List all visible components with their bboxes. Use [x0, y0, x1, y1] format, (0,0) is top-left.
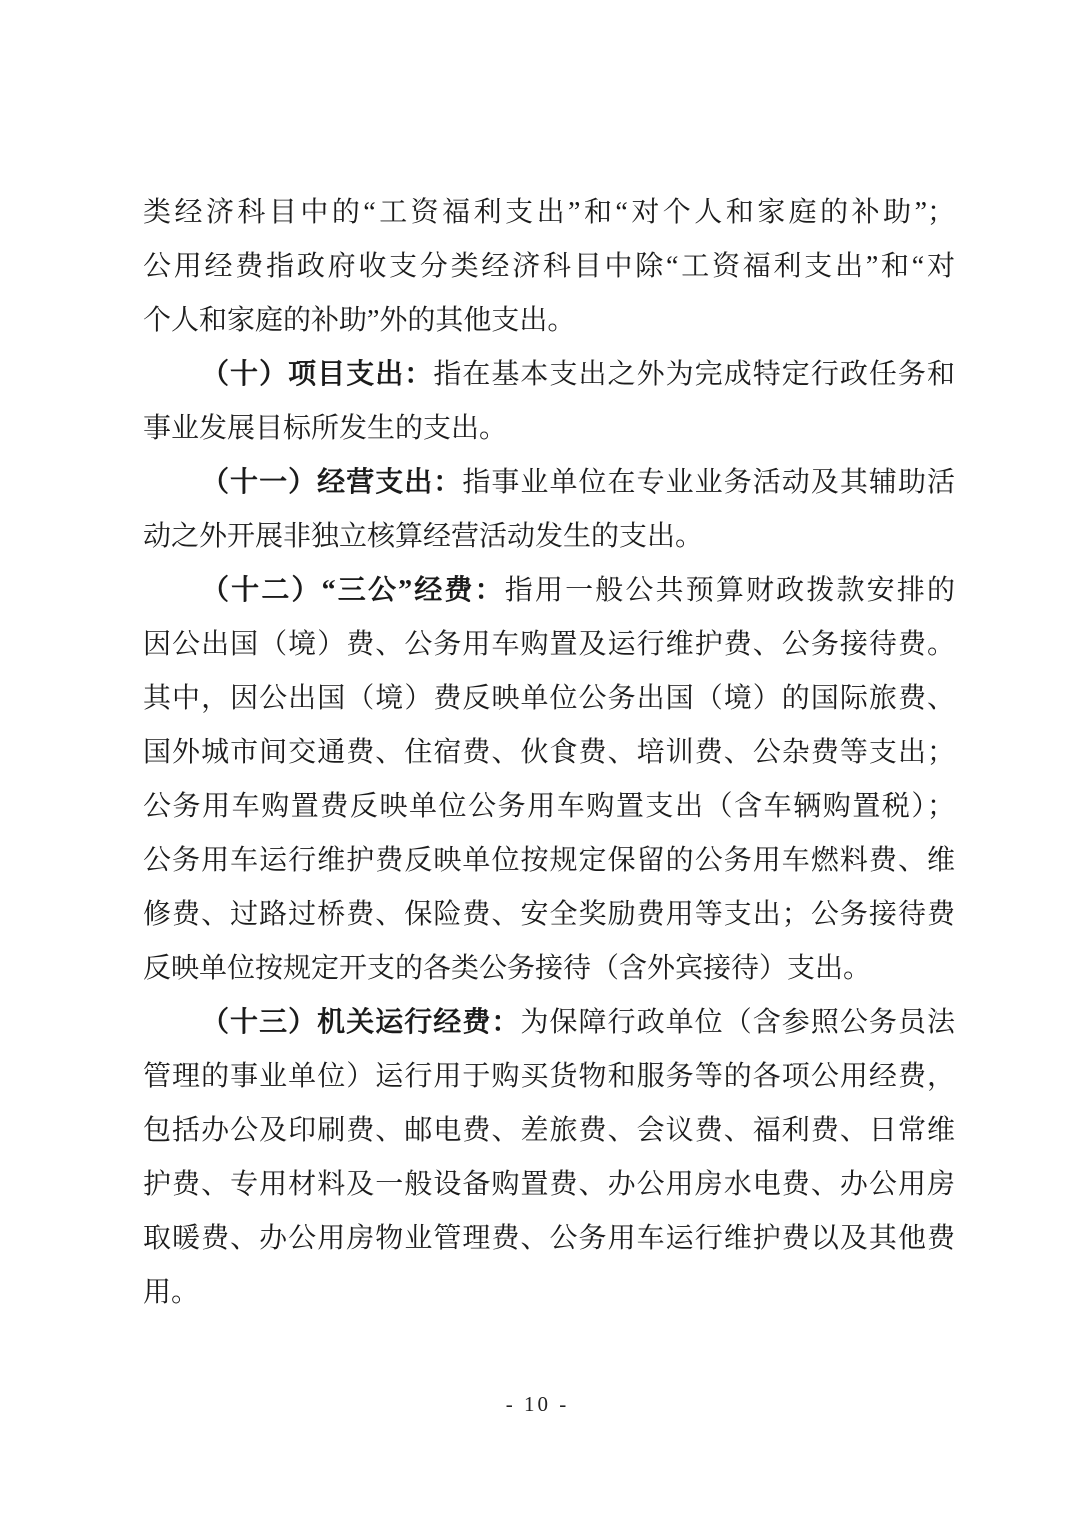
line-text: 公务用车购置费反映单位公务用车购置支出（含车辆购置税）；	[143, 791, 955, 822]
term-heading: （十二）“三公”经费：	[201, 575, 505, 606]
text-line	[143, 402, 955, 456]
text-line	[143, 1158, 955, 1212]
line-text: 指事业单位在专业业务活动及其辅助活	[462, 467, 955, 498]
page-number: - 10 -	[505, 1392, 570, 1416]
text-line	[143, 780, 955, 834]
text-line	[143, 726, 955, 780]
line-text: 管理的事业单位）运行用于购买货物和服务等的各项公用经费，	[143, 1061, 955, 1092]
text-line	[143, 1212, 955, 1266]
text-line	[143, 618, 955, 672]
term-heading: （十）项目支出：	[201, 359, 434, 390]
text-line	[143, 456, 955, 510]
line-text: 修费、过路过桥费、保险费、安全奖励费用等支出；公务接待费	[143, 899, 955, 930]
line-text: 事业发展目标所发生的支出。	[143, 413, 508, 444]
text-line	[143, 672, 955, 726]
line-text: 指用一般公共预算财政拨款安排的	[504, 575, 955, 606]
line-text: 其中，因公出国（境）费反映单位公务出国（境）的国际旅费、	[143, 683, 955, 714]
term-heading: （十一）经营支出：	[201, 467, 463, 498]
text-line	[143, 1050, 955, 1104]
text-line	[143, 564, 955, 618]
line-text: 公用经费指政府收支分类经济科目中除“工资福利支出”和“对	[143, 251, 955, 282]
line-text: 动之外开展非独立核算经营活动发生的支出。	[143, 521, 704, 552]
text-block	[143, 186, 955, 1320]
line-text: 类经济科目中的“工资福利支出”和“对个人和家庭的补助”；	[143, 197, 955, 228]
line-text: 公务用车运行维护费反映单位按规定保留的公务用车燃料费、维	[143, 845, 955, 876]
line-text: 取暖费、办公用房物业管理费、公务用车运行维护费以及其他费	[143, 1223, 955, 1254]
text-line	[143, 510, 955, 564]
line-text: 国外城市间交通费、住宿费、伙食费、培训费、公杂费等支出；	[143, 737, 955, 768]
term-heading: （十三）机关运行经费：	[201, 1007, 521, 1038]
text-line	[143, 942, 955, 996]
text-line	[143, 186, 955, 240]
text-line	[143, 888, 955, 942]
text-line	[143, 294, 955, 348]
line-text: 因公出国（境）费、公务用车购置及运行维护费、公务接待费。	[143, 629, 955, 660]
line-text: 包括办公及印刷费、邮电费、差旅费、会议费、福利费、日常维	[143, 1115, 955, 1146]
text-line	[143, 240, 955, 294]
line-text: 为保障行政单位（含参照公务员法	[520, 1007, 955, 1038]
line-text: 用。	[143, 1277, 200, 1308]
line-text: 反映单位按规定开支的各类公务接待（含外宾接待）支出。	[143, 953, 872, 984]
text-line	[143, 348, 955, 402]
text-line	[143, 834, 955, 888]
text-line	[143, 996, 955, 1050]
line-text: 个人和家庭的补助”外的其他支出。	[143, 305, 576, 336]
text-line	[143, 1104, 955, 1158]
text-line	[143, 1266, 955, 1320]
line-text: 指在基本支出之外为完成特定行政任务和	[433, 359, 955, 390]
line-text: 护费、专用材料及一般设备购置费、办公用房水电费、办公用房	[143, 1169, 955, 1200]
